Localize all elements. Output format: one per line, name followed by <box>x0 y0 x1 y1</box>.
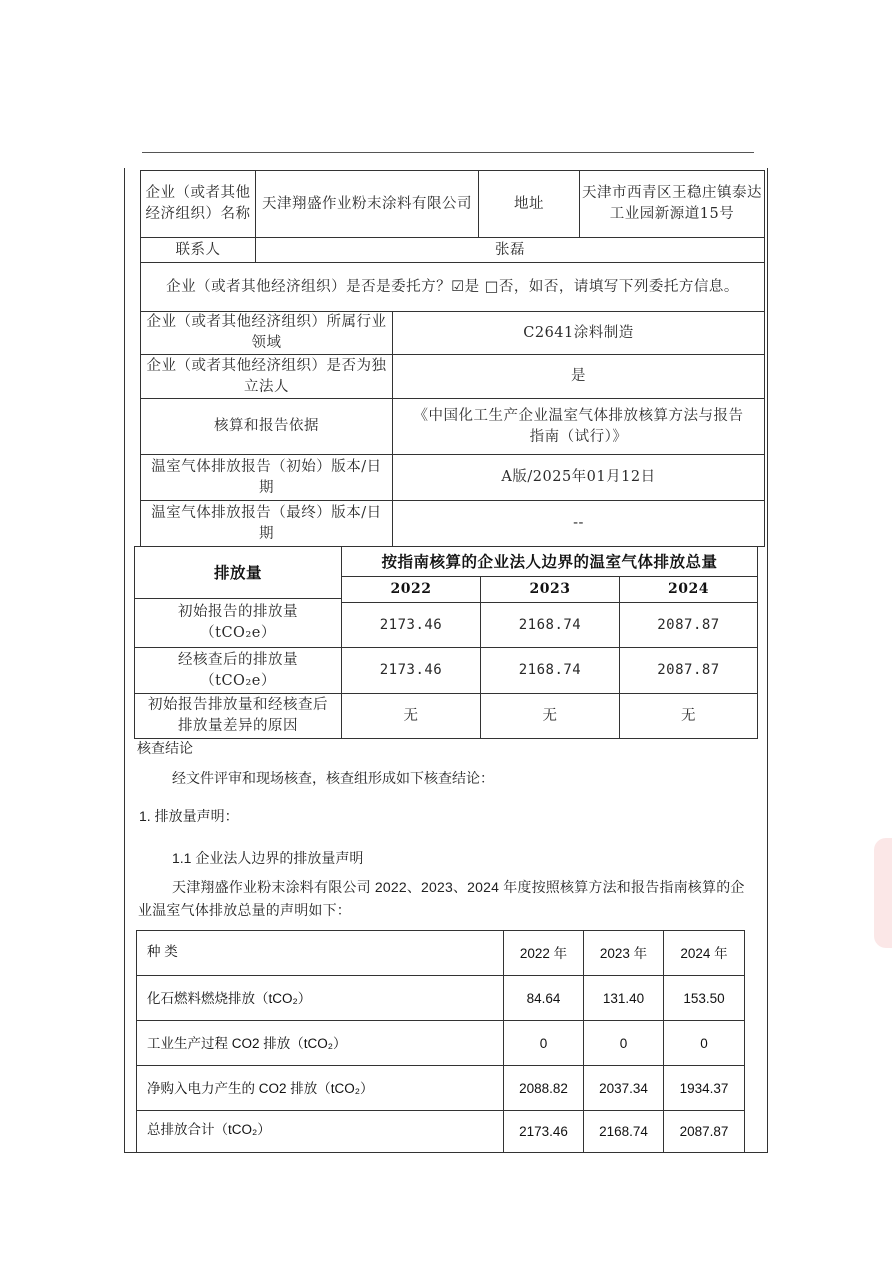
year-2024-header: 2024 <box>619 576 758 603</box>
initial-emission-2022: 2173.46 <box>341 602 481 648</box>
initial-emission-2024: 2087.87 <box>619 602 758 648</box>
summary-row-electricity-2024: 1934.37 <box>663 1065 745 1111</box>
difference-reason-2022: 无 <box>341 693 481 739</box>
final-report-value: -- <box>392 500 765 547</box>
industry-label: 企业（或者其他经济组织）所属行业领域 <box>140 311 393 355</box>
summary-row-fuel-2024: 153.50 <box>663 975 745 1021</box>
contact-value: 张磊 <box>255 237 765 263</box>
seal-stamp-fragment <box>874 838 892 948</box>
conclusion-intro: 经文件评审和现场核查，核查组形成如下核查结论： <box>172 770 494 786</box>
summary-header-2023: 2023 年 <box>583 930 664 976</box>
section-1-1-heading: 1.1 企业法人边界的排放量声明 <box>172 850 364 866</box>
section-1-heading: 1. 排放量声明： <box>139 808 239 824</box>
year-2023-header: 2023 <box>480 576 620 603</box>
basis-value: 《中国化工生产企业温室气体排放核算方法与报告指南（试行）》 <box>392 398 765 455</box>
summary-row-total-2022: 2173.46 <box>503 1110 584 1153</box>
difference-reason-2023: 无 <box>480 693 620 739</box>
org-name-label: 企业（或者其他经济组织）名称 <box>140 170 256 238</box>
initial-report-label: 温室气体排放报告（初始）版本/日期 <box>140 454 393 501</box>
initial-emission-2023: 2168.74 <box>480 602 620 648</box>
summary-row-process-2023: 0 <box>583 1020 664 1066</box>
summary-row-electricity-2023: 2037.34 <box>583 1065 664 1111</box>
summary-header-2022: 2022 年 <box>503 930 584 976</box>
verified-emission-2024: 2087.87 <box>619 647 758 694</box>
difference-reason-2024: 无 <box>619 693 758 739</box>
emission-label: 排放量 <box>134 546 342 599</box>
entrust-question: 企业（或者其他经济组织）是否是委托方？☑是 □否，如否，请填写下列委托方信息。 <box>140 262 765 312</box>
contact-label: 联系人 <box>140 237 256 263</box>
basis-label: 核算和报告依据 <box>140 398 393 455</box>
initial-report-value: A版/2025年01月12日 <box>392 454 765 501</box>
conclusion-title: 核查结论 <box>137 740 193 756</box>
summary-row-process-2024: 0 <box>663 1020 745 1066</box>
legal-person-value: 是 <box>392 354 765 399</box>
final-report-label: 温室气体排放报告（最终）版本/日期 <box>140 500 393 547</box>
emission-header: 按指南核算的企业法人边界的温室气体排放总量 <box>341 546 758 577</box>
difference-reason-label: 初始报告排放量和经核查后排放量差异的原因 <box>134 693 342 739</box>
address-value: 天津市西青区王稳庄镇泰达工业园新源道15号 <box>579 170 765 238</box>
summary-row-fuel-2023: 131.40 <box>583 975 664 1021</box>
summary-header-2024: 2024 年 <box>663 930 745 976</box>
verified-emission-2023: 2168.74 <box>480 647 620 694</box>
summary-row-total-label: 总排放合计（tCO₂） <box>136 1110 504 1153</box>
legal-person-label: 企业（或者其他经济组织）是否为独立法人 <box>140 354 393 399</box>
summary-row-fuel-2022: 84.64 <box>503 975 584 1021</box>
summary-row-process-label: 工业生产过程 CO2 排放（tCO₂） <box>136 1020 504 1066</box>
header-rule <box>142 152 754 153</box>
verified-emission-label: 经核查后的排放量（tCO₂e） <box>134 647 342 694</box>
summary-header-category: 种 类 <box>136 930 504 976</box>
address-label: 地址 <box>478 170 580 238</box>
verified-emission-2022: 2173.46 <box>341 647 481 694</box>
initial-emission-label: 初始报告的排放量（tCO₂e） <box>134 598 342 648</box>
summary-row-total-2023: 2168.74 <box>583 1110 664 1153</box>
summary-row-total-2024: 2087.87 <box>663 1110 745 1153</box>
summary-row-fuel-label: 化石燃料燃烧排放（tCO₂） <box>136 975 504 1021</box>
declaration-paragraph: 天津翔盛作业粉末涂料有限公司 2022、2023、2024 年度按照核算方法和报告指南核算的企业温室气体排放总量的声明如下： <box>138 879 745 918</box>
industry-value: C2641涂料制造 <box>392 311 765 355</box>
summary-row-process-2022: 0 <box>503 1020 584 1066</box>
org-name-value: 天津翔盛作业粉末涂料有限公司 <box>255 170 479 238</box>
summary-row-electricity-2022: 2088.82 <box>503 1065 584 1111</box>
year-2022-header: 2022 <box>341 576 481 603</box>
summary-row-electricity-label: 净购入电力产生的 CO2 排放（tCO₂） <box>136 1065 504 1111</box>
